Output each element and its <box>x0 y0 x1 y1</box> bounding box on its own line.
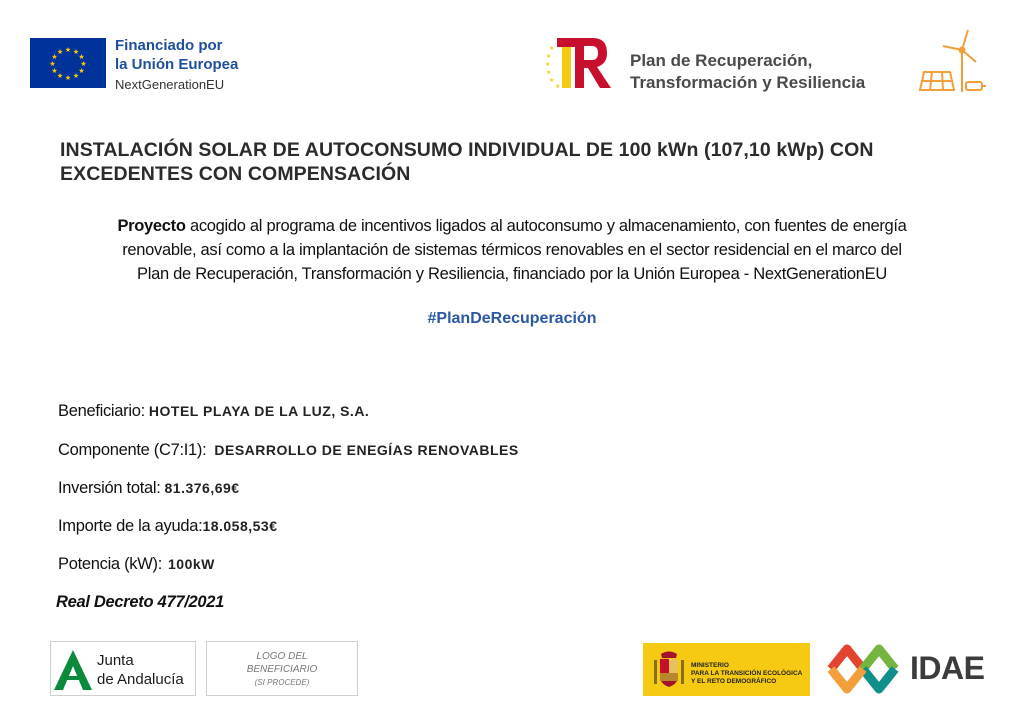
wind-solar-icon <box>918 28 990 96</box>
svg-text:★: ★ <box>549 77 555 84</box>
ministry-line2: PARA LA TRANSICIÓN ECOLÓGICA <box>691 670 803 677</box>
svg-text:★: ★ <box>72 72 80 80</box>
decree-reference: Real Decreto 477/2021 <box>56 593 224 611</box>
idae-text: IDAE <box>910 650 985 686</box>
ministry-line3: Y EL RETO DEMOGRÁFICO <box>691 678 777 685</box>
junta-line1: Junta <box>97 652 134 669</box>
potencia-label: Potencia (kW): <box>58 555 162 573</box>
description-line3: Plan de Recuperación, Transformación y Resiliencia, financiado por la Unión Europea - NextGenerationEU <box>137 265 887 283</box>
svg-text:★: ★ <box>64 74 72 82</box>
inversion-label: Inversión total: <box>58 479 161 497</box>
project-description <box>50 214 974 286</box>
ministry-text <box>691 662 802 686</box>
beneficiario-value: HOTEL PLAYA DE LA LUZ, S.A. <box>148 403 370 419</box>
eu-flag-icon <box>30 38 106 88</box>
benef-line1: LOGO DEL <box>256 651 308 662</box>
svg-text:★: ★ <box>78 53 85 61</box>
eu-line2: la Unión Europea <box>115 56 239 73</box>
potencia-row <box>58 555 215 574</box>
junta-line2: de Andalucía <box>97 671 184 688</box>
idae-knot-icon <box>825 641 903 697</box>
potencia-value: 100kW <box>168 556 215 572</box>
junta-text <box>97 651 184 689</box>
svg-text:★: ★ <box>72 48 80 56</box>
prtr-line1: Plan de Recuperación, <box>630 51 813 70</box>
inversion-row <box>58 479 240 498</box>
beneficiary-logo-placeholder <box>206 641 358 696</box>
benef-line2: BENEFICIARIO <box>246 664 318 675</box>
svg-text:★: ★ <box>56 72 64 80</box>
prtr-line2: Transformación y Resiliencia <box>630 73 866 92</box>
componente-label: Componente (C7:I1): <box>58 441 207 459</box>
description-line2: renovable, así como a la implantación de sistemas térmicos renovables en el sector residencial en el marco del <box>122 241 902 259</box>
eu-logo-text <box>115 36 238 94</box>
ministry-logo <box>643 643 810 696</box>
svg-text:★: ★ <box>49 60 56 68</box>
hashtag: #PlanDeRecuperación <box>427 310 597 327</box>
svg-text:★: ★ <box>546 69 552 76</box>
svg-text:★: ★ <box>64 46 72 54</box>
description-lead: Proyecto <box>117 217 186 235</box>
description-line1: acogido al programa de incentivos ligados al autoconsumo y almacenamiento, con fuentes de energía <box>185 217 907 235</box>
svg-text:★: ★ <box>545 61 551 68</box>
eu-line3: NextGenerationEU <box>115 77 225 92</box>
svg-text:★: ★ <box>78 67 85 75</box>
svg-text:★: ★ <box>51 67 58 75</box>
project-title: INSTALACIÓN SOLAR DE AUTOCONSUMO INDIVIDUAL DE 100 kWn (107,10 kWp) CON EXCEDENTES CON COMPENSACIÓN <box>60 139 874 185</box>
svg-text:★: ★ <box>56 48 64 56</box>
svg-text:★: ★ <box>51 53 58 61</box>
svg-text:★: ★ <box>546 53 552 60</box>
junta-a-icon <box>54 650 92 690</box>
junta-andalucia-logo <box>50 641 196 696</box>
coat-of-arms-icon <box>652 650 686 690</box>
prtr-logo-text <box>630 50 865 94</box>
inversion-value: 81.376,69€ <box>164 480 240 496</box>
ayuda-row <box>58 517 278 536</box>
ministry-line1: MINISTERIO <box>691 662 729 669</box>
componente-row <box>58 441 519 460</box>
svg-text:★: ★ <box>80 60 87 68</box>
ayuda-label: Importe de la ayuda: <box>58 517 203 535</box>
beneficiario-row <box>58 402 369 421</box>
benef-line3: (SI PROCEDE) <box>254 678 310 687</box>
eu-line1: Financiado por <box>115 37 223 54</box>
componente-value: DESARROLLO DE ENEGÍAS RENOVABLES <box>214 442 519 458</box>
ayuda-value: 18.058,53€ <box>202 518 278 534</box>
beneficiario-label: Beneficiario: <box>58 402 145 420</box>
svg-text:★: ★ <box>549 45 555 52</box>
prtr-logo-icon <box>545 34 613 92</box>
svg-text:★: ★ <box>555 83 561 90</box>
